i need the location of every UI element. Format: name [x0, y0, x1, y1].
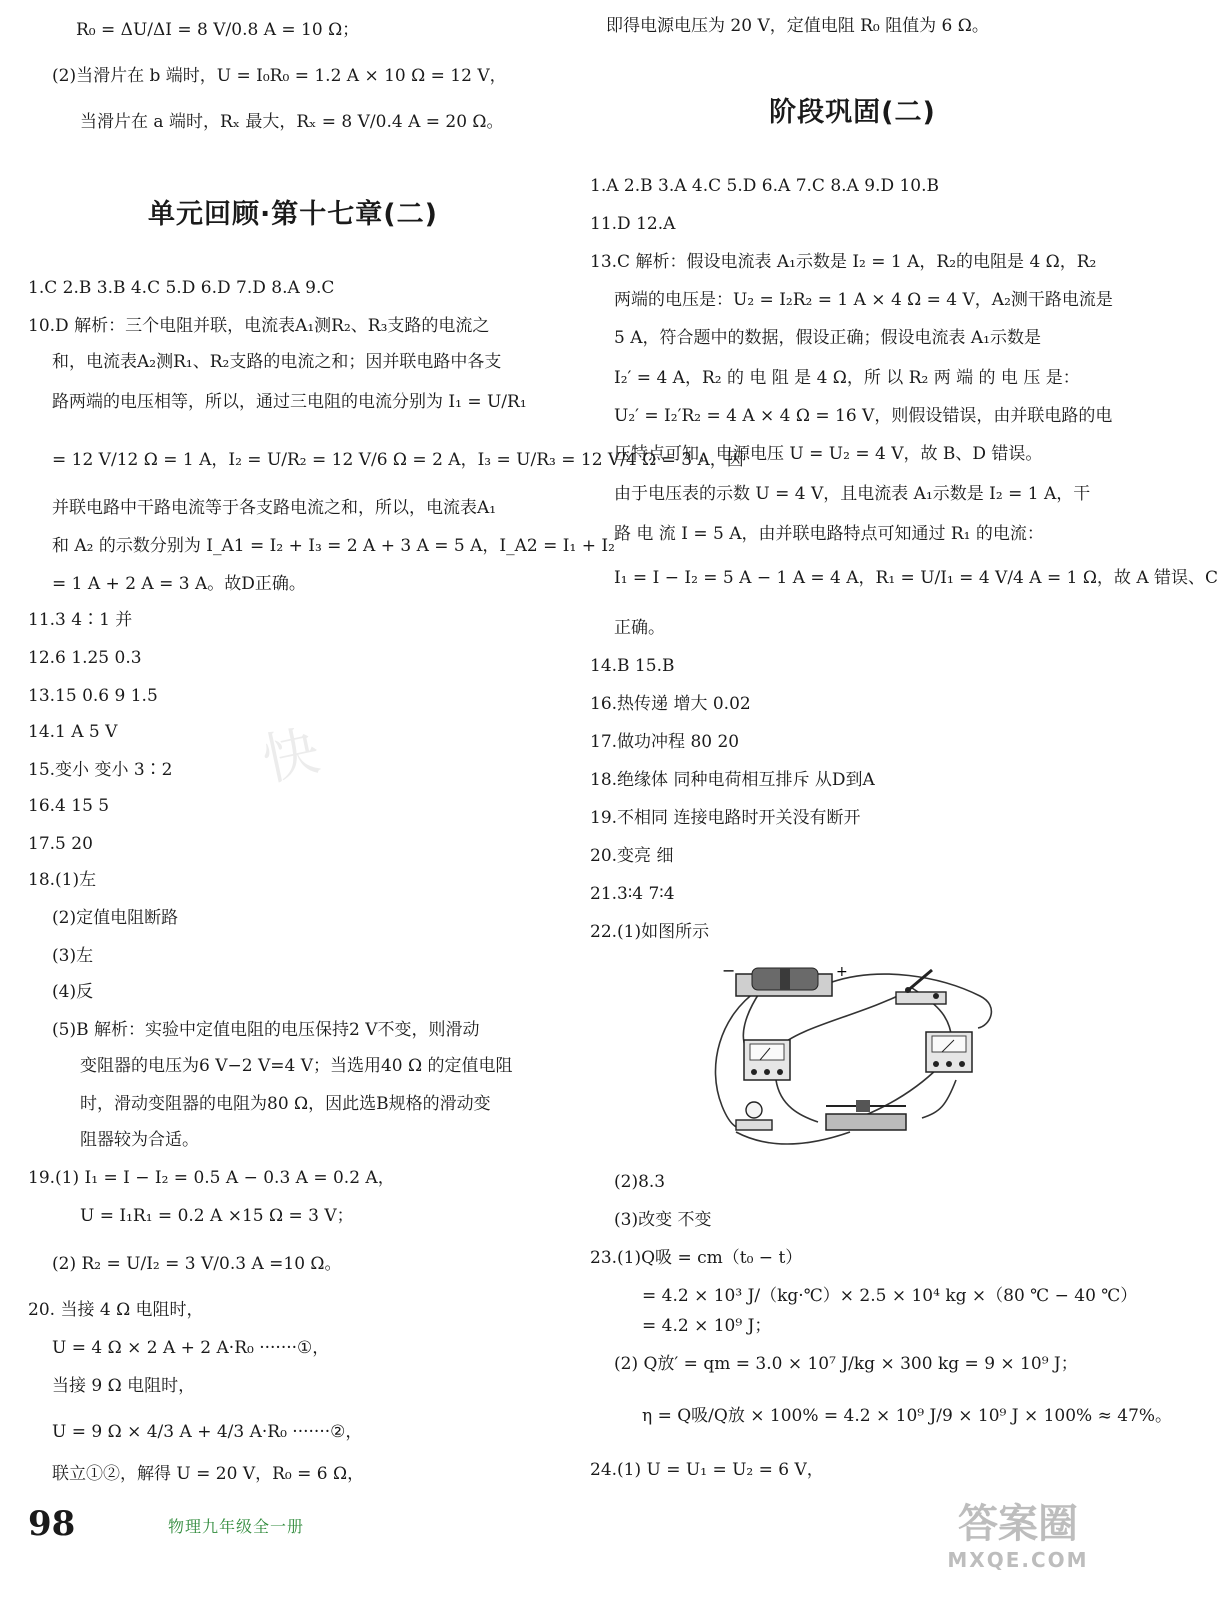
answer-line: 正确。	[614, 618, 665, 638]
answer-line: = 4.2 × 10⁹ J；	[642, 1316, 772, 1336]
answer-line: (2)当滑片在 b 端时，U = I₀R₀ = 1.2 A × 10 Ω = 12 V，	[52, 66, 507, 86]
answer-line: 17.做功冲程 80 20	[590, 732, 740, 752]
answer-line: 16.4 15 5	[28, 796, 110, 816]
answer-line: 14.1 A 5 V	[28, 722, 118, 742]
answer-line: 19.(1) I₁ = I − I₂ = 0.5 A − 0.3 A = 0.2 A，	[28, 1168, 395, 1188]
answer-line: 10.D 解析：三个电阻并联，电流表A₁测R₂、R₃支路的电流之	[28, 316, 490, 336]
answer-line: 18.绝缘体 同种电荷相互排斥 从D到A	[590, 770, 875, 790]
answer-line: 即得电源电压为 20 V，定值电阻 R₀ 阻值为 6 Ω。	[606, 16, 989, 36]
answer-line: η = Q吸/Q放 × 100% = 4.2 × 10⁹ J/9 × 10⁹ J × 100% ≈ 47%。	[642, 1406, 1173, 1426]
answer-line: 压特点可知，电源电压 U = U₂ = 4 V，故 B、D 错误。	[614, 444, 1043, 464]
answer-line: (2) Q放′ = qm = 3.0 × 10⁷ J/kg × 300 kg = 9 × 10⁹ J；	[614, 1354, 1078, 1374]
faint-watermark: 快	[256, 718, 326, 795]
answer-line: 路 电 流 I = 5 A，由并联电路特点可知通过 R₁ 的电流：	[614, 524, 1044, 544]
answer-line: (5)B 解析：实验中定值电阻的电压保持2 V不变，则滑动	[52, 1020, 480, 1040]
answer-line: 路两端的电压相等，所以，通过三电阻的电流分别为 I₁ = U/R₁	[52, 392, 527, 412]
answer-line: U = I₁R₁ = 0.2 A ×15 Ω = 3 V；	[80, 1206, 354, 1226]
page-number: 98	[28, 1504, 76, 1544]
answer-line: 11.3 4∶1 并	[28, 610, 133, 630]
answer-line: 1.A 2.B 3.A 4.C 5.D 6.A 7.C 8.A 9.D 10.B	[590, 176, 940, 196]
answer-line: 并联电路中干路电流等于各支路电流之和，所以，电流表A₁	[52, 498, 497, 518]
logo-url: MXQE.COM	[947, 1548, 1089, 1572]
voltmeter-icon	[744, 1040, 790, 1080]
answer-line: 21.3∶4 7∶4	[590, 884, 675, 904]
answer-line: (2) R₂ = U/I₂ = 3 V/0.3 A =10 Ω。	[52, 1254, 342, 1274]
answer-line: 17.5 20	[28, 834, 93, 854]
answer-line: 12.6 1.25 0.3	[28, 648, 142, 668]
plus-sign: +	[836, 964, 848, 980]
answer-line: 两端的电压是：U₂ = I₂R₂ = 1 A × 4 Ω = 4 V，A₂测干路电流是	[614, 290, 1113, 310]
section-title: 单元回顾·第十七章(二)	[148, 199, 438, 230]
book-title: 物理九年级全一册	[168, 1517, 305, 1536]
minus-sign: −	[722, 961, 736, 980]
answer-line: I₂′ = 4 A，R₂ 的 电 阻 是 4 Ω，所 以 R₂ 两 端 的 电 压 是：	[614, 368, 1080, 388]
answer-line: (3)改变 不变	[614, 1210, 712, 1230]
answer-line: 联立①②，解得 U = 20 V，R₀ = 6 Ω，	[52, 1464, 365, 1484]
site-logo	[918, 1500, 1118, 1596]
answer-line: 和，电流表A₂测R₁、R₂支路的电流之和；因并联电路中各支	[52, 352, 502, 372]
answer-line: = 4.2 × 10³ J/（kg·℃）× 2.5 × 10⁴ kg ×（80 ℃ − 40 ℃）	[642, 1286, 1138, 1306]
logo-text: 答案圈	[958, 1501, 1078, 1547]
answer-line: 5 A，符合题中的数据，假设正确；假设电流表 A₁示数是	[614, 328, 1041, 348]
answer-line: 13.C 解析：假设电流表 A₁示数是 I₂ = 1 A，R₂的电阻是 4 Ω，R₂	[590, 252, 1097, 272]
section-title: 阶段巩固(二)	[769, 97, 936, 128]
answer-line: 由于电压表的示数 U = 4 V，且电流表 A₁示数是 I₂ = 1 A，干	[614, 484, 1091, 504]
answer-line: (4)反	[52, 982, 94, 1002]
answer-line: 13.15 0.6 9 1.5	[28, 686, 158, 706]
answer-line: = 1 A + 2 A = 3 A。故D正确。	[52, 574, 306, 594]
answer-line: 22.(1)如图所示	[590, 922, 710, 942]
answer-line: R₀ = ΔU/ΔI = 8 V/0.8 A = 10 Ω；	[76, 20, 360, 40]
answer-line: U₂′ = I₂′R₂ = 4 A × 4 Ω = 16 V，则假设错误，由并联电路的电	[614, 406, 1113, 426]
answer-line: 15.变小 变小 3∶2	[28, 760, 173, 780]
answer-line: (2)8.3	[614, 1172, 666, 1192]
answer-line: 阻器较为合适。	[80, 1130, 199, 1150]
ammeter-icon	[926, 1032, 972, 1072]
answer-line: I₁ = I − I₂ = 5 A − 1 A = 4 A，R₁ = U/I₁ = 4 V/4 A = 1 Ω，故 A 错误、C	[614, 568, 1218, 588]
answer-line: 16.热传递 增大 0.02	[590, 694, 751, 714]
answer-line: 时，滑动变阻器的电阻为80 Ω，因此选B规格的滑动变	[80, 1094, 491, 1114]
answer-line: 23.(1)Q吸 = cm（t₀ − t）	[590, 1248, 803, 1268]
answer-line: 19.不相同 连接电路时开关没有断开	[590, 808, 861, 828]
answer-line: U = 4 Ω × 2 A + 2 A·R₀ ·······①，	[52, 1338, 330, 1358]
answer-line: 20. 当接 4 Ω 电阻时，	[28, 1300, 204, 1320]
answer-line: 1.C 2.B 3.B 4.C 5.D 6.D 7.D 8.A 9.C	[28, 278, 335, 298]
answer-line: (2)定值电阻断路	[52, 908, 179, 928]
answer-line: 当接 9 Ω 电阻时，	[52, 1376, 196, 1396]
answer-line: 变阻器的电压为6 V−2 V=4 V；当选用40 Ω 的定值电阻	[80, 1056, 513, 1076]
answer-line: = 12 V/12 Ω = 1 A，I₂ = U/R₂ = 12 V/6 Ω = 2 A，I₃ = U/R₃ = 12 V/4 Ω = 3 A，因	[52, 450, 744, 470]
answer-line: 18.(1)左	[28, 870, 97, 890]
answer-line: (3)左	[52, 946, 94, 966]
answer-line: 当滑片在 a 端时，Rₓ 最大，Rₓ = 8 V/0.4 A = 20 Ω。	[80, 112, 504, 132]
answer-line: 14.B 15.B	[590, 656, 675, 676]
answer-line: 24.(1) U = U₁ = U₂ = 6 V，	[590, 1460, 824, 1480]
answer-line: 11.D 12.A	[590, 214, 676, 234]
circuit-diagram	[700, 956, 1030, 1156]
answer-line: U = 9 Ω × 4/3 A + 4/3 A·R₀ ·······②，	[52, 1422, 363, 1442]
answer-line: 20.变亮 细	[590, 846, 674, 866]
answer-line: 和 A₂ 的示数分别为 I_A1 = I₂ + I₃ = 2 A + 3 A = 5 A，I_A2 = I₁ + I₂	[52, 536, 615, 556]
